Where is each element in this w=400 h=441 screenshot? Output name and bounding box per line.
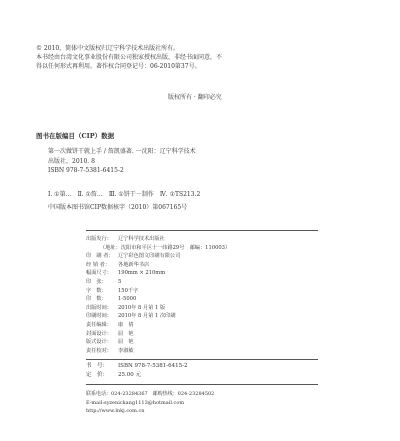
cip-entry bbox=[48, 147, 196, 176]
contact-info bbox=[86, 390, 214, 416]
pub-row: 经 销 者： 各地新华书店 bbox=[86, 261, 150, 268]
pub-row: 责任编辑： 康 倩 bbox=[86, 321, 134, 328]
pub-row-address: （地址：沈阳市和平区十一纬路29号 邮编：110003） bbox=[100, 244, 231, 251]
contact-email: E-mail:syzenickang1113@hotmail.com bbox=[86, 399, 185, 406]
isbn-row: 书 号： ISBN 978-7-5381-6415-2 bbox=[86, 363, 188, 369]
pub-row: 印刷时间： 2010年 8 月第 1 次印刷 bbox=[86, 313, 176, 320]
copyright-line: 得以任何形式再利用。著作权合同登记号：06-2010第37号。 bbox=[36, 63, 201, 70]
copyright-notice bbox=[36, 44, 381, 71]
cip-isbn: ISBN 978-7-5381-6415-2 bbox=[48, 167, 124, 174]
divider-middle bbox=[86, 359, 318, 360]
pub-row: 幅面尺寸： 190mm × 210mm bbox=[86, 270, 166, 277]
pub-row: 字 数： 150千字 bbox=[86, 287, 139, 294]
pub-row: 印 张： 5 bbox=[86, 278, 122, 285]
pub-row: 版式设计： 屈 艳 bbox=[86, 339, 134, 346]
contact-website: http://www.lnkj.com.cn bbox=[86, 408, 145, 414]
contact-phone: 联系电话：024-23284367 邮购热线：024-23284502 bbox=[86, 391, 215, 397]
pub-row: 封面设计： 屈 艳 bbox=[86, 330, 134, 337]
cip-title: 图书在版编目（CIP）数据 bbox=[36, 132, 115, 140]
cip-line: 出版社，2010. 8 bbox=[48, 157, 95, 165]
pub-row: 责任校对： 李淑敏 bbox=[86, 347, 134, 354]
isbn-price-block bbox=[86, 362, 187, 380]
price-row: 定 价： 25.00 元 bbox=[86, 372, 141, 378]
divider-top bbox=[86, 230, 318, 231]
cip-line: 第一次做饼干就上手 / 詹凯盛著. 一沈阳：辽宁科学技术 bbox=[48, 148, 196, 155]
cip-classification: Ⅰ. ①第… Ⅱ. ①詹… Ⅲ. ①饼干－制作 Ⅳ. ①TS213.2 bbox=[48, 191, 201, 198]
copyright-line: © 2010，简体中文版权归辽宁科学技术出版社所有。 bbox=[36, 45, 180, 52]
pub-row: 出版发行： 辽宁科学技术出版社 bbox=[86, 236, 165, 242]
pub-row: 印 刷 者： 辽宁彩色图文印刷有限公司 bbox=[86, 253, 181, 260]
publication-info bbox=[86, 235, 230, 355]
rights-reserved: 版权所有 · 翻印必究 bbox=[168, 94, 222, 101]
pub-row: 出版时间： 2010年 8 月第 1 版 bbox=[86, 304, 166, 311]
pub-row: 印 数： 1-5000 bbox=[86, 296, 137, 303]
divider-bottom bbox=[86, 384, 318, 385]
cip-record-number: 中国版本图书馆CIP数据核字（2010）第067165号 bbox=[48, 204, 188, 211]
copyright-line: 本书经由台湾文化事业股份有限公司独家授权出版，非经书面同意，不 bbox=[36, 54, 223, 61]
